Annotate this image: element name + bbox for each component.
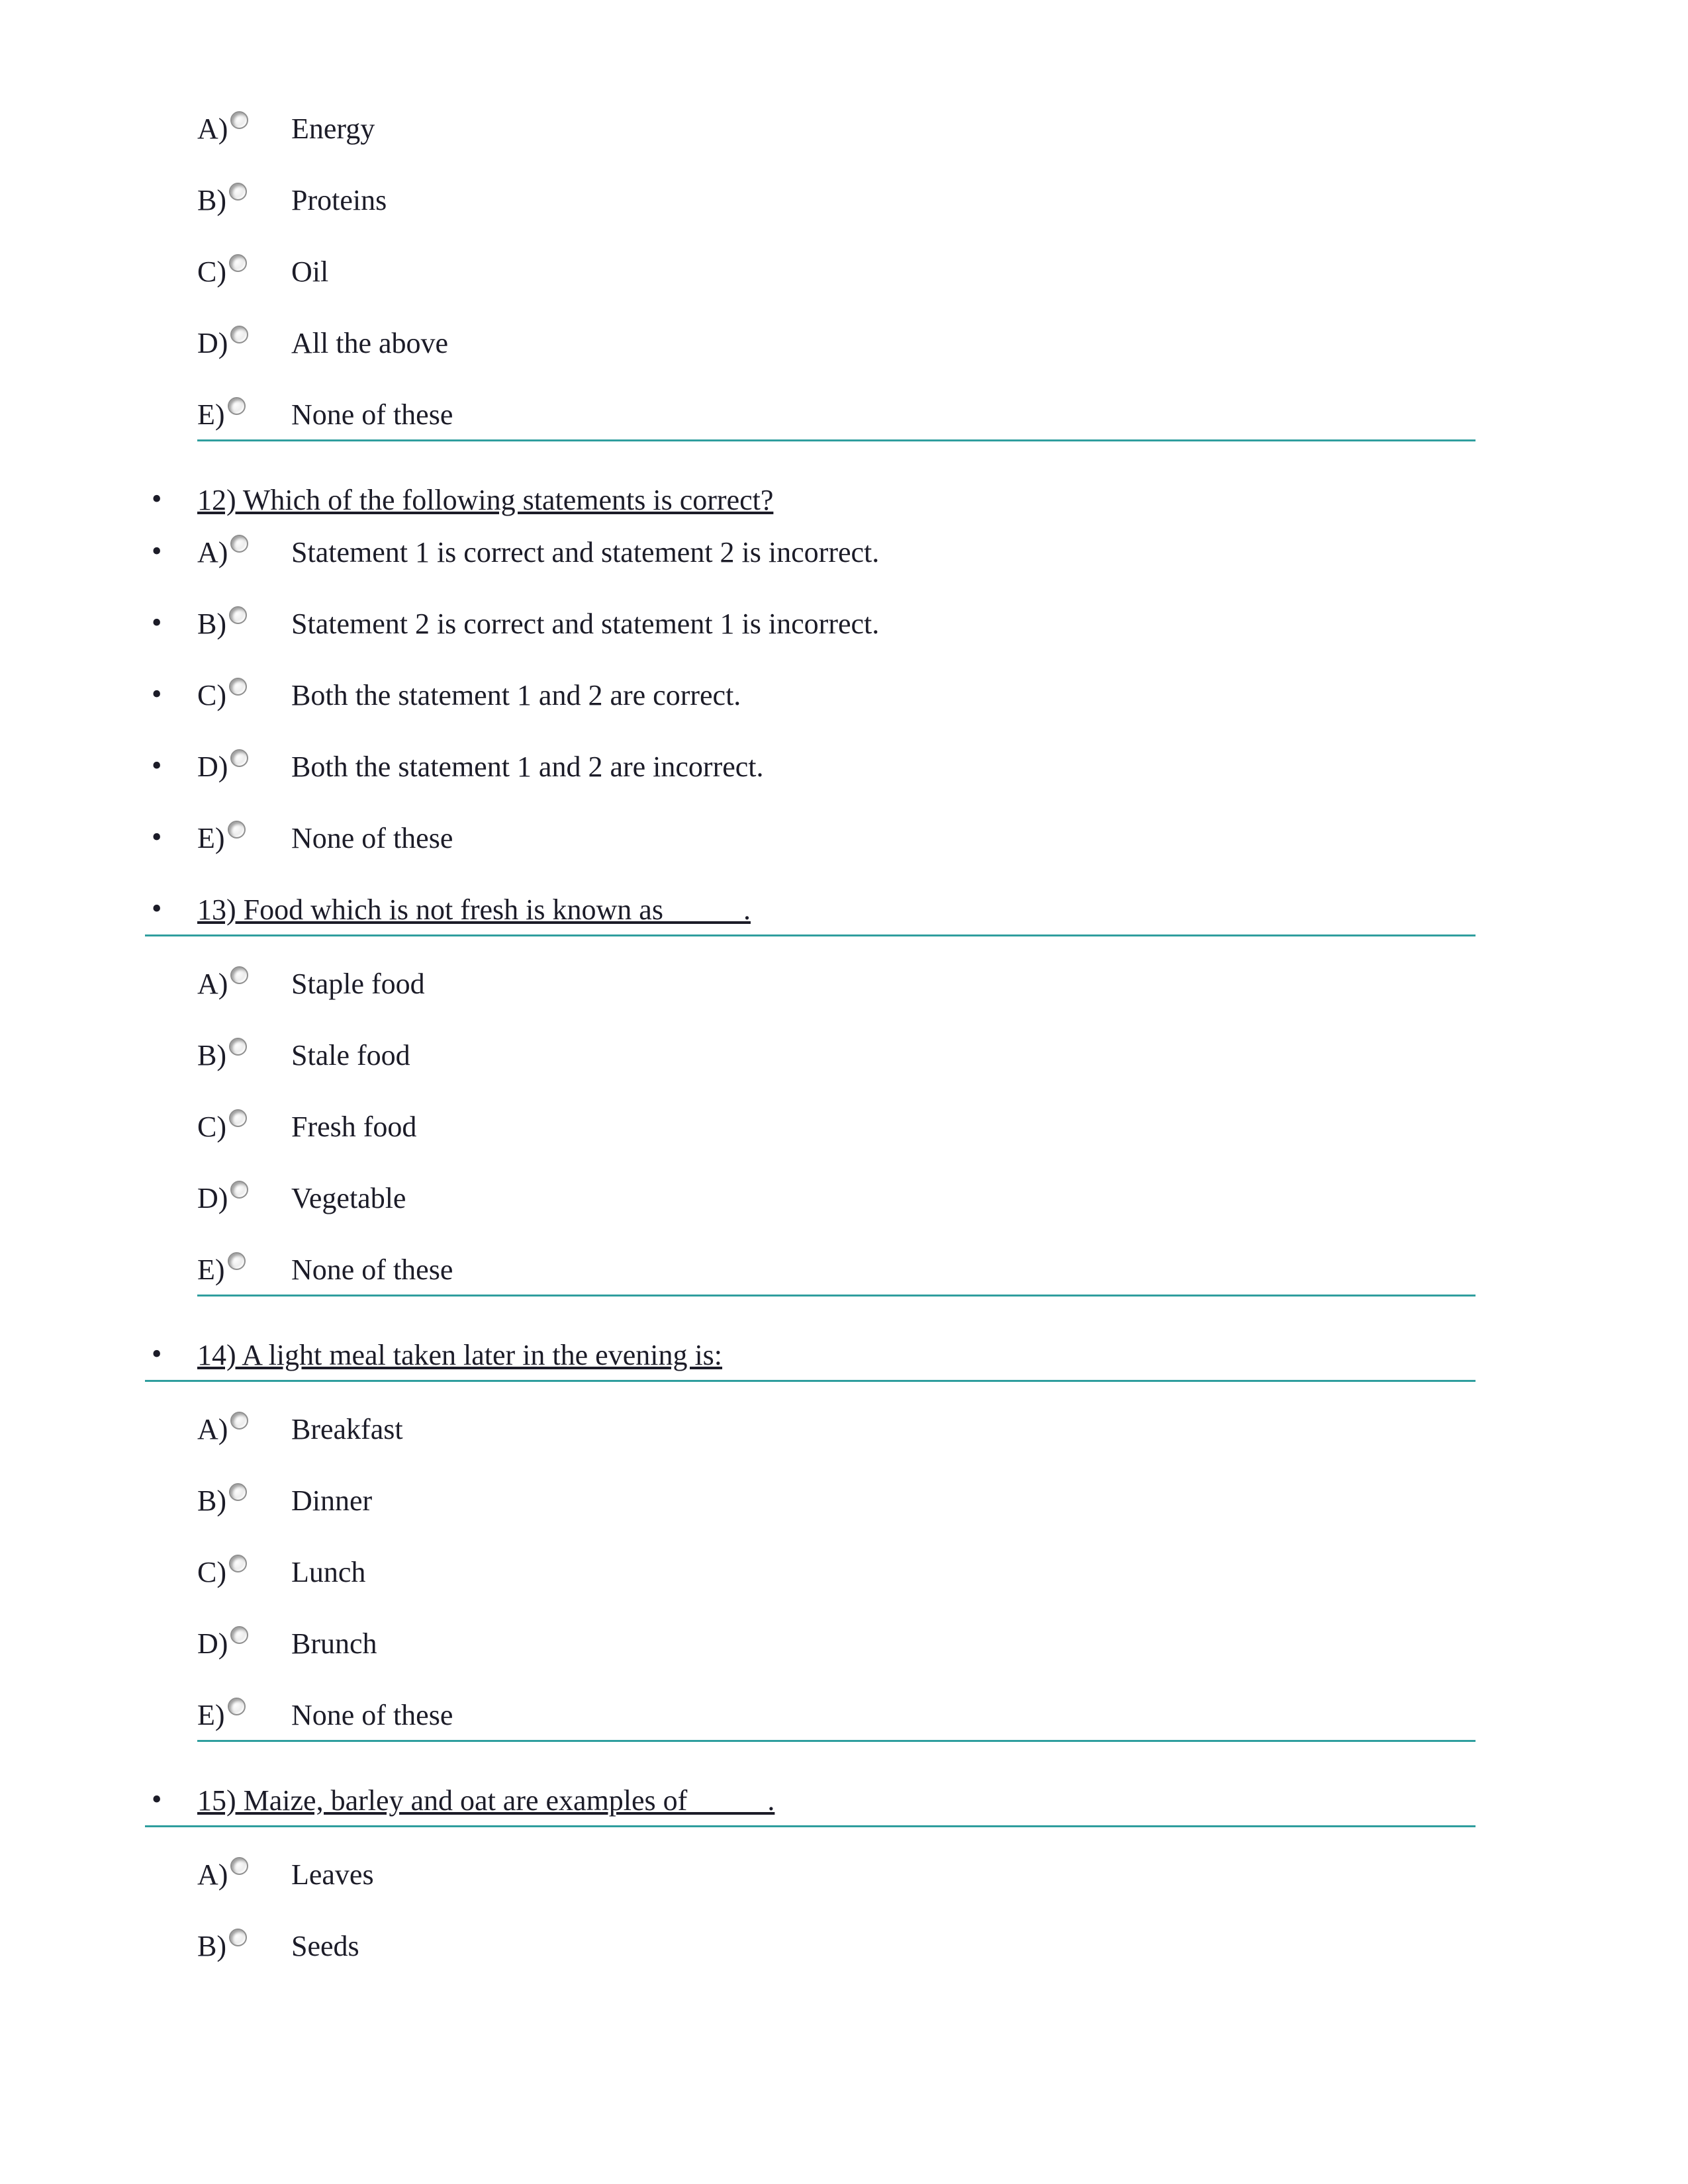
option-text: All the above — [291, 327, 449, 359]
option-letter-group — [197, 1858, 291, 1891]
options-list — [197, 968, 1476, 1287]
radio-button[interactable] — [229, 678, 247, 696]
question-block-12 — [152, 482, 1476, 855]
radio-button[interactable] — [229, 606, 247, 624]
option-letter: E) — [197, 1253, 225, 1286]
option-text: Lunch — [291, 1556, 366, 1588]
option-row — [152, 749, 1476, 784]
option-letter-group — [197, 536, 291, 569]
option-text: None of these — [291, 1253, 453, 1286]
option-letter: C) — [197, 255, 226, 288]
bullet-icon: • — [152, 606, 162, 639]
option-letter: A) — [197, 536, 228, 569]
option-text: Vegetable — [291, 1182, 406, 1214]
radio-button[interactable] — [229, 1929, 247, 1946]
options-list — [197, 1858, 1476, 1963]
option-letter-group — [197, 1182, 291, 1215]
option-text: Energy — [291, 113, 375, 145]
options-list — [152, 535, 1476, 855]
option-letter-group — [197, 327, 291, 360]
option-letter-group — [197, 1253, 291, 1287]
option-text: Proteins — [291, 184, 387, 216]
option-text: Statement 2 is correct and statement 1 is incorrect. — [291, 608, 880, 640]
bullet-icon: • — [152, 535, 162, 567]
radio-button[interactable] — [229, 183, 247, 201]
option-letter: B) — [197, 1484, 226, 1517]
option-letter-group — [197, 1699, 291, 1732]
question-text: 13) Food which is not fresh is known as _____. — [197, 893, 751, 926]
option-letter-group — [197, 968, 291, 1001]
option-text: Seeds — [291, 1930, 359, 1962]
radio-button[interactable] — [229, 1109, 247, 1127]
radio-button[interactable] — [230, 1412, 248, 1430]
option-text: Both the statement 1 and 2 are correct. — [291, 679, 741, 711]
radio-button[interactable] — [230, 1626, 248, 1644]
option-row — [197, 113, 1476, 146]
option-row — [197, 184, 1476, 217]
option-row — [152, 535, 1476, 569]
option-text: Brunch — [291, 1627, 377, 1660]
radio-button[interactable] — [230, 1181, 248, 1199]
option-text: Dinner — [291, 1484, 373, 1517]
option-letter-group — [197, 1111, 291, 1144]
option-letter-group — [197, 398, 291, 432]
option-text: Breakfast — [291, 1413, 403, 1445]
option-text: Fresh food — [291, 1111, 417, 1143]
radio-button[interactable] — [228, 397, 246, 415]
divider — [197, 1295, 1476, 1297]
divider — [145, 1380, 1476, 1382]
option-letter-group — [197, 608, 291, 641]
question-text: 14) A light meal taken later in the evening is: — [197, 1339, 723, 1371]
divider — [145, 934, 1476, 936]
bullet-icon: • — [152, 892, 162, 925]
option-letter: C) — [197, 679, 226, 711]
option-letter-group — [197, 751, 291, 784]
radio-button[interactable] — [230, 1857, 248, 1875]
option-row — [197, 1627, 1476, 1661]
question-title — [152, 892, 1476, 927]
option-letter-group — [197, 679, 291, 712]
question-title — [152, 1783, 1476, 1817]
divider — [145, 1825, 1476, 1827]
option-letter: D) — [197, 1182, 228, 1214]
options-list — [197, 1413, 1476, 1732]
option-letter: E) — [197, 398, 225, 431]
option-row — [197, 1858, 1476, 1891]
radio-button[interactable] — [230, 535, 248, 553]
question-text: 12) Which of the following statements is correct? — [197, 484, 774, 516]
option-text: Statement 1 is correct and statement 2 is incorrect. — [291, 536, 880, 569]
divider — [197, 1740, 1476, 1742]
bullet-icon: • — [152, 678, 162, 710]
option-letter: A) — [197, 1858, 228, 1891]
option-text: Oil — [291, 255, 329, 288]
option-row — [197, 327, 1476, 360]
bullet-icon: • — [152, 821, 162, 853]
option-row — [197, 255, 1476, 289]
option-letter-group — [197, 822, 291, 855]
option-letter: C) — [197, 1556, 226, 1588]
option-letter-group — [197, 113, 291, 146]
option-letter: B) — [197, 184, 226, 216]
bullet-icon: • — [152, 749, 162, 782]
option-letter: B) — [197, 1039, 226, 1071]
option-letter: B) — [197, 608, 226, 640]
option-row — [197, 1699, 1476, 1732]
option-letter: E) — [197, 1699, 225, 1731]
radio-button[interactable] — [230, 111, 248, 129]
option-row — [152, 821, 1476, 855]
option-letter: C) — [197, 1111, 226, 1143]
option-text: None of these — [291, 398, 453, 431]
option-letter-group — [197, 1627, 291, 1661]
option-letter-group — [197, 1930, 291, 1963]
question-block-11 — [197, 113, 1476, 441]
radio-button[interactable] — [230, 749, 248, 767]
option-letter: B) — [197, 1930, 226, 1962]
option-letter: D) — [197, 1627, 228, 1660]
option-letter-group — [197, 255, 291, 289]
options-list — [197, 113, 1476, 432]
bullet-icon: • — [152, 1338, 162, 1370]
radio-button[interactable] — [229, 1555, 247, 1572]
radio-button[interactable] — [229, 1483, 247, 1501]
option-text: None of these — [291, 1699, 453, 1731]
option-letter: E) — [197, 822, 225, 854]
question-title — [152, 482, 1476, 517]
option-row — [152, 606, 1476, 641]
option-letter: D) — [197, 327, 228, 359]
option-text: Stale food — [291, 1039, 410, 1071]
option-row — [197, 1484, 1476, 1518]
question-block-13 — [152, 892, 1476, 1297]
option-row — [197, 1111, 1476, 1144]
radio-button[interactable] — [228, 821, 246, 839]
option-row — [197, 968, 1476, 1001]
option-row — [152, 678, 1476, 712]
radio-button[interactable] — [228, 1252, 246, 1270]
question-title — [152, 1338, 1476, 1372]
radio-button[interactable] — [230, 326, 248, 343]
option-text: Both the statement 1 and 2 are incorrect. — [291, 751, 764, 783]
option-letter: A) — [197, 968, 228, 1000]
option-row — [197, 1253, 1476, 1287]
option-row — [197, 1930, 1476, 1963]
option-letter: D) — [197, 751, 228, 783]
option-letter-group — [197, 1413, 291, 1446]
option-row — [197, 398, 1476, 432]
option-text: None of these — [291, 822, 453, 854]
radio-button[interactable] — [229, 254, 247, 272]
radio-button[interactable] — [230, 966, 248, 984]
question-block-15 — [152, 1783, 1476, 1963]
option-letter: A) — [197, 1413, 228, 1445]
option-row — [197, 1039, 1476, 1072]
radio-button[interactable] — [229, 1038, 247, 1056]
bullet-icon: • — [152, 482, 162, 515]
question-text: 15) Maize, barley and oat are examples of _____. — [197, 1784, 775, 1817]
option-row — [197, 1556, 1476, 1589]
radio-button[interactable] — [228, 1698, 246, 1715]
question-block-14 — [152, 1338, 1476, 1742]
option-text: Leaves — [291, 1858, 374, 1891]
option-letter: A) — [197, 113, 228, 145]
option-letter-group — [197, 184, 291, 217]
bullet-icon: • — [152, 1783, 162, 1815]
option-row — [197, 1413, 1476, 1446]
option-letter-group — [197, 1484, 291, 1518]
option-row — [197, 1182, 1476, 1215]
divider — [197, 439, 1476, 441]
option-text: Staple food — [291, 968, 425, 1000]
option-letter-group — [197, 1556, 291, 1589]
option-letter-group — [197, 1039, 291, 1072]
